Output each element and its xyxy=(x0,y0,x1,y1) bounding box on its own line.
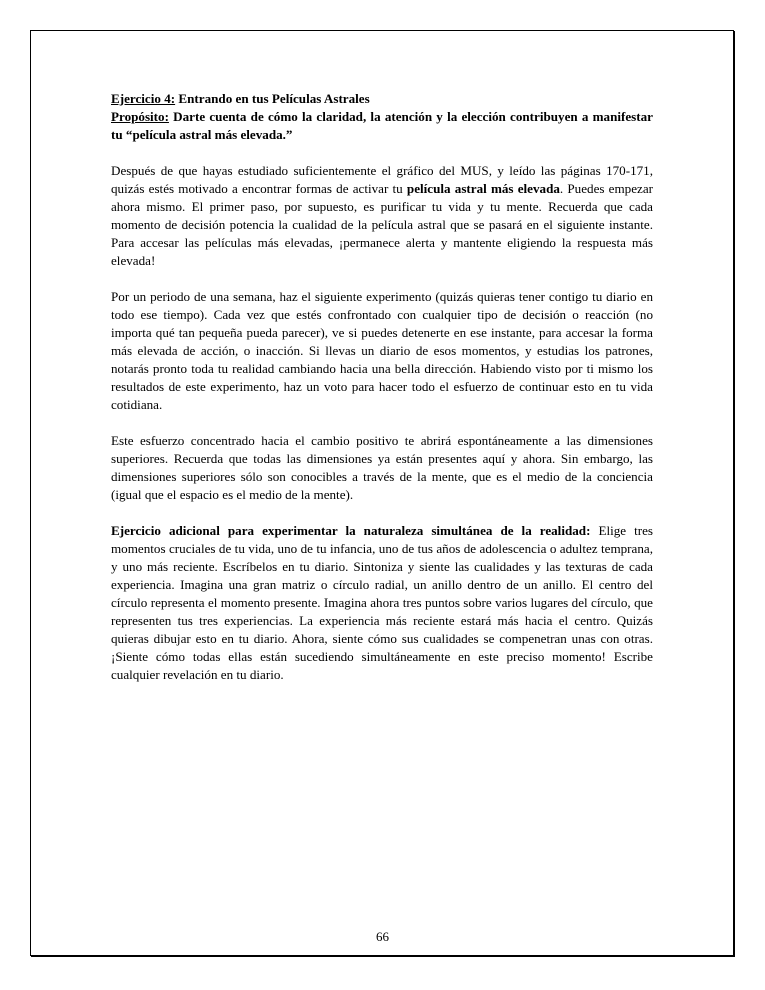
paragraph-4-text: Elige tres momentos cruciales de tu vida, uno de tu infancia, uno de tus años de adolescencia o adultez temprana, y uno más reciente. Escríbelos en tu diario. Sintoniza y siente las cualidades y las texturas de cada experiencia. Imagina una gran matriz o círculo radial, un anillo dentro de un anillo. El centro del círculo representa el momento presente. Imagina ahora tres puntos sobre varios lugares del círculo, que representen tus tres experiencias. La experiencia más reciente estará más hacia el centro. Quizás quieras dibujar esto en tu diario. Ahora, siente cómo sus cualidades se compenetran unas con otras. ¡Siente cómo todas ellas están sucediendo simultáneamente en este preciso momento! Escribe cualquier revelación en tu diario. xyxy=(111,523,653,682)
paragraph-1-bold: película astral más elevada xyxy=(406,181,560,196)
paragraph-4-bold: Ejercicio adicional para experimentar la naturaleza simultánea de la realidad: xyxy=(111,523,591,538)
paragraph-1-start: Después de que hayas estudiado suficientemente el gráfico del MUS, y leído las páginas 170-171, quizás estés motivado a encontrar formas de activar tu xyxy=(111,163,653,196)
page-content xyxy=(111,90,653,702)
paragraph-3: Este esfuerzo concentrado hacia el cambio positivo te abrirá espontáneamente a las dimensiones superiores. Recuerda que todas las dimensiones ya están presentes aquí y ahora. Sin embargo, las dimensiones superiores sólo son conocibles a través de la mente, que es el medio de la conciencia (igual que el espacio es el medio de la mente). xyxy=(111,433,653,502)
exercise-label: Ejercicio 4: xyxy=(111,91,176,106)
purpose-label: Propósito: xyxy=(111,109,169,124)
paragraph-1 xyxy=(111,162,653,270)
purpose-line xyxy=(111,108,653,144)
exercise-heading xyxy=(111,90,653,108)
page-number: 66 xyxy=(376,929,389,944)
paragraph-4 xyxy=(111,522,653,684)
exercise-title: Entrando en tus Películas Astrales xyxy=(178,91,370,106)
paragraph-1-end: . Puedes empezar ahora mismo. El primer paso, por supuesto, es purificar tu vida y tu mente. Recuerda que cada momento de decisión potencia la cualidad de la película astral que se pasará en el siguiente instante. Para accesar las películas más elevadas, ¡permanece alerta y mantente eligiendo la respuesta más elevada! xyxy=(111,181,654,268)
purpose-text: Darte cuenta de cómo la claridad, la atención y la elección contribuyen a manifestar tu “película astral más elevada.” xyxy=(111,109,653,142)
paragraph-2: Por un periodo de una semana, haz el siguiente experimento (quizás quieras tener contigo tu diario en todo ese tiempo). Cada vez que estés confrontado con cualquier tipo de decisión o reacción (no importa qué tan pequeña pueda parecer), ve si puedes detenerte en ese instante, para accesar la forma más elevada de acción, o inacción. Si llevas un diario de esos momentos, y estudias los patrones, notarás pronto toda tu realidad cambiando hacia una bella dirección. Habiendo visto por ti mismo los resultados de este experimento, haz un voto para hacer todo el esfuerzo de continuar esto en tu vida cotidiana. xyxy=(111,289,653,412)
